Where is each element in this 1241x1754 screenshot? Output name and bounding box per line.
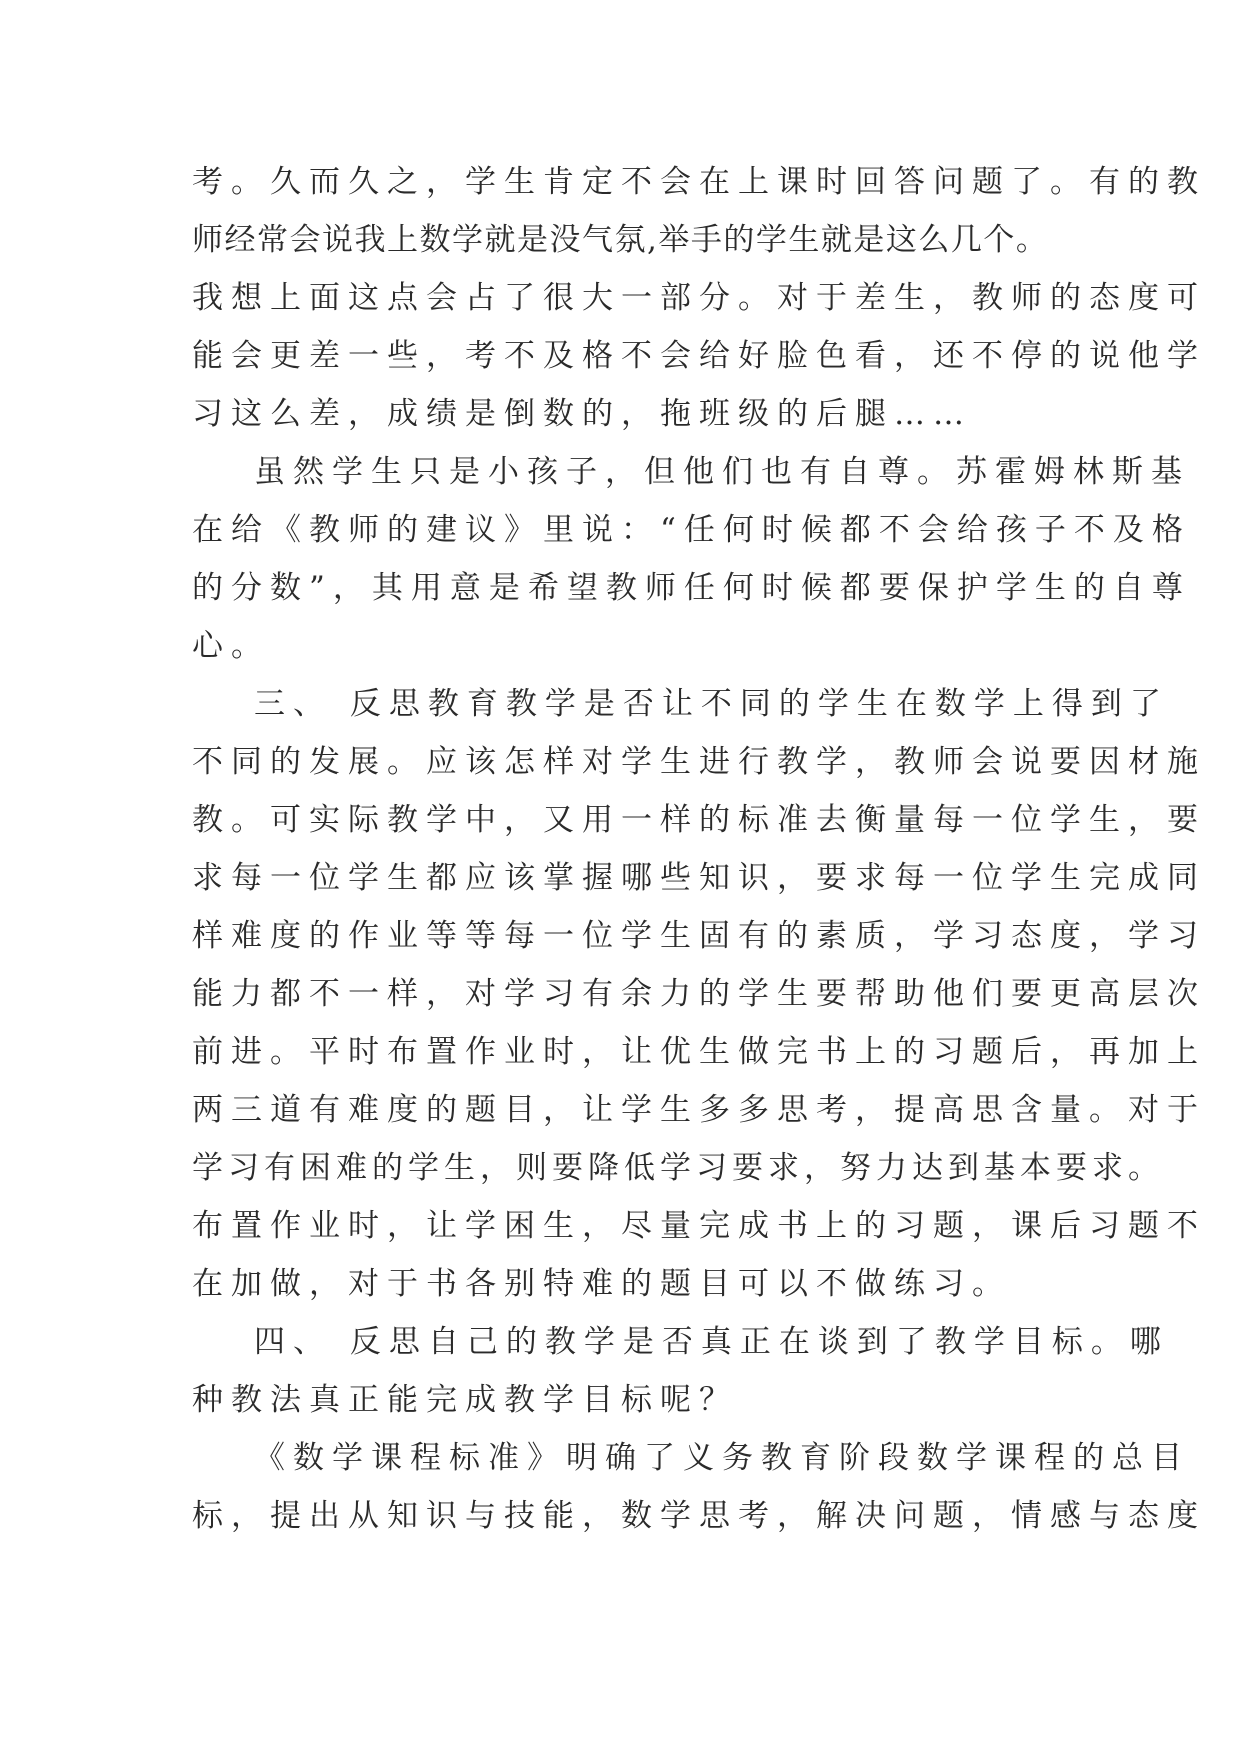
text-line: 虽然学生只是小孩子，但他们也有自尊。苏霍姆林斯基 xyxy=(254,454,1190,490)
text-line: 种教法真正能完成教学目标呢？ xyxy=(192,1382,738,1418)
text-line: 样难度的作业等等每一位学生固有的素质，学习态度，学习 xyxy=(192,918,1206,954)
text-line: 能会更差一些，考不及格不会给好脸色看，还不停的说他学 xyxy=(192,338,1206,374)
text-line: 考。久而久之，学生肯定不会在上课时回答问题了。有的教 xyxy=(192,164,1206,200)
text-line: 教。可实际教学中，又用一样的标准去衡量每一位学生，要 xyxy=(192,802,1206,838)
text-line: 《数学课程标准》明确了义务教育阶段数学课程的总目 xyxy=(254,1440,1190,1476)
text-line: 心。 xyxy=(192,628,270,664)
text-line: 在加做，对于书各别特难的题目可以不做练习。 xyxy=(192,1266,1011,1302)
text-line: 求每一位学生都应该掌握哪些知识，要求每一位学生完成同 xyxy=(192,860,1206,896)
section-heading-line: 四、 反思自己的教学是否真正在谈到了教学目标。哪 xyxy=(254,1324,1169,1360)
text-line: 能力都不一样，对学习有余力的学生要帮助他们要更高层次 xyxy=(192,976,1206,1012)
text-line: 在给《教师的建议》里说：“任何时候都不会给孩子不及格 xyxy=(192,512,1191,548)
section-heading-line: 三、 反思教育教学是否让不同的学生在数学上得到了 xyxy=(254,686,1169,722)
text-line: 师经常会说我上数学就是没气氛,举手的学生就是这么几个。 xyxy=(192,222,1049,258)
text-line: 布置作业时，让学困生，尽量完成书上的习题，课后习题不 xyxy=(192,1208,1206,1244)
text-line: 的分数”，其用意是希望教师任何时候都要保护学生的自尊 xyxy=(192,570,1191,606)
text-line: 我想上面这点会占了很大一部分。对于差生，教师的态度可 xyxy=(192,280,1206,316)
text-line: 不同的发展。应该怎样对学生进行教学，教师会说要因材施 xyxy=(192,744,1206,780)
text-line: 标，提出从知识与技能，数学思考，解决问题，情感与态度 xyxy=(192,1498,1206,1534)
text-line: 前进。平时布置作业时，让优生做完书上的习题后，再加上 xyxy=(192,1034,1206,1070)
text-line: 两三道有难度的题目，让学生多多思考，提高思含量。对于 xyxy=(192,1092,1206,1128)
text-line: 习这么差，成绩是倒数的，拖班级的后腿…… xyxy=(192,396,972,432)
text-line: 学习有困难的学生，则要降低学习要求，努力达到基本要求。 xyxy=(192,1150,1164,1186)
